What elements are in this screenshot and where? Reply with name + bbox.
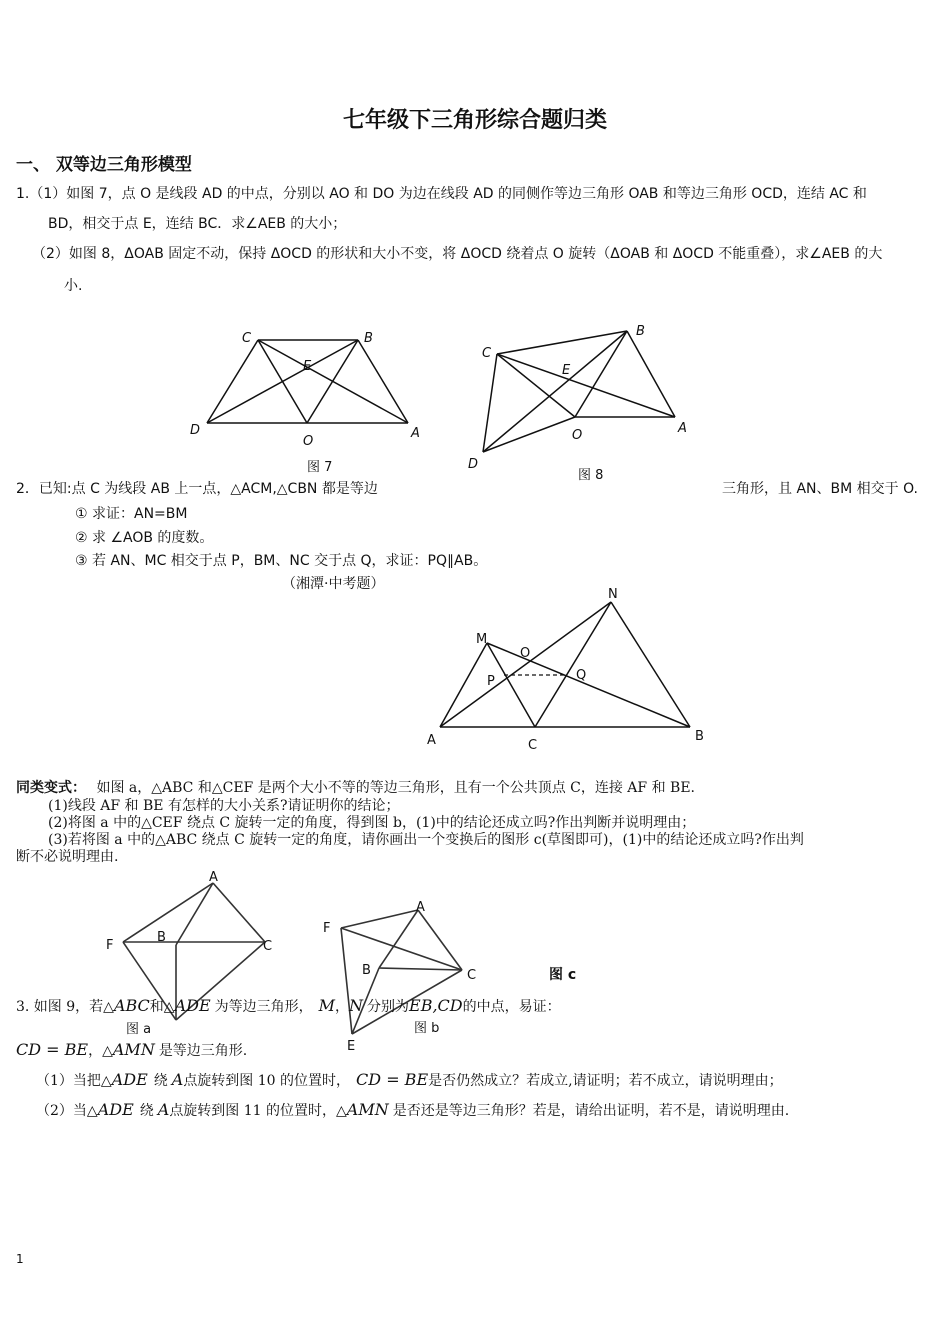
q3-math-cd-be: CD = BE bbox=[16, 1040, 89, 1059]
q1-line1: 1.（1）如图 7，点 O 是线段 AD 的中点，分别以 AO 和 DO 为边在线段 AD 的同侧作等边三角形 OAB 和等边三角形 OCD，连结 AC 和 bbox=[16, 186, 867, 202]
figb-label-c: C bbox=[467, 968, 477, 983]
figa-label-a: A bbox=[209, 870, 218, 885]
fig7-label-a: A bbox=[411, 426, 420, 441]
q3-text: 点旋转到图 11 的位置时，△ bbox=[169, 1103, 347, 1119]
q3-text: 分别为 bbox=[367, 999, 410, 1015]
variant-label: 同类变式： bbox=[16, 780, 86, 796]
variant-item-2: (2)将图 a 中的△CEF 绕点 C 旋转一定的角度，得到图 b，(1)中的结论还成立吗?作出判断并说明理由； bbox=[48, 815, 696, 831]
figb-label-f: F bbox=[323, 921, 331, 936]
q2fig-label-o: O bbox=[520, 646, 531, 661]
variant-item-3b: 断不必说明理由. bbox=[16, 849, 119, 865]
q3-math-amn: AMN bbox=[112, 1040, 155, 1059]
q3-text: 点旋转到图 10 的位置时， bbox=[183, 1073, 351, 1089]
q1-line2: BD，相交于点 E，连结 BC．求∠AEB 的大小； bbox=[48, 216, 347, 232]
q3-text: 和△ bbox=[149, 999, 175, 1015]
variant-item-3a: (3)若将图 a 中的△ABC 绕点 C 旋转一定的角度，请你画出一个变换后的图形 c(草图即可)，(1)中的结论还成立吗?作出判 bbox=[48, 832, 804, 848]
figb-caption: 图 b bbox=[414, 1021, 440, 1036]
q3-sub-2 bbox=[36, 1100, 789, 1120]
figc-caption: 图 c bbox=[549, 967, 577, 983]
page-title: 七年级下三角形综合题归类 bbox=[342, 107, 607, 133]
q2fig-label-p: P bbox=[487, 674, 495, 689]
variant-text: 如图 a，△ABC 和△CEF 是两个大小不等的等边三角形，且有一个公共顶点 C，连接 AF 和 BE. bbox=[96, 780, 695, 796]
q2fig-label-m: M bbox=[476, 632, 488, 647]
q2fig-label-a: A bbox=[427, 733, 436, 748]
q3-math-amn: AMN bbox=[346, 1100, 389, 1119]
q3-math-a: A bbox=[157, 1100, 170, 1119]
q2fig-label-n: N bbox=[608, 587, 618, 602]
figb-label-a: A bbox=[416, 900, 425, 915]
q3-text: 绕 bbox=[139, 1103, 154, 1119]
q3-text: 为等边三角形， bbox=[214, 999, 313, 1015]
q3-math-a: A bbox=[171, 1070, 184, 1089]
figa-label-f: F bbox=[106, 938, 114, 953]
fig7-label-c: C bbox=[242, 331, 252, 346]
q3-line-1 bbox=[16, 996, 561, 1016]
q3-text: 是否还是等边三角形？若是，请给出证明，若不是，请说明理由. bbox=[392, 1103, 790, 1119]
q2-item-2: ② 求 ∠AOB 的度数。 bbox=[75, 530, 214, 546]
fig8-label-b: B bbox=[636, 324, 645, 339]
variant-item-1: (1)线段 AF 和 BE 有怎样的大小关系?请证明你的结论； bbox=[48, 798, 400, 814]
fig7-label-b: B bbox=[364, 331, 373, 346]
q3-text: ， bbox=[335, 999, 350, 1015]
fig7-label-e: E bbox=[303, 359, 312, 374]
q3-text: 是等边三角形. bbox=[158, 1043, 248, 1059]
q3-math-ade: ADE bbox=[174, 996, 211, 1015]
figb-label-e: E bbox=[347, 1039, 356, 1054]
q3-text: 3. 如图 9，若△ bbox=[16, 999, 114, 1015]
q3-text: （1）当把△ bbox=[36, 1073, 112, 1089]
q3-text: 是否仍然成立？若成立,请证明；若不成立，请说明理由； bbox=[428, 1073, 783, 1089]
fig8-label-d: D bbox=[468, 457, 479, 472]
fig7-label-o: O bbox=[303, 434, 314, 449]
section-heading: 一、 双等边三角形模型 bbox=[16, 155, 192, 175]
q2fig-label-c: C bbox=[528, 738, 538, 753]
variant-line-1 bbox=[16, 777, 695, 797]
q3-math-abc: ABC bbox=[113, 996, 150, 1015]
fig8-label-a: A bbox=[678, 421, 687, 436]
fig7-caption: 图 7 bbox=[307, 460, 333, 475]
q3-text: ，△ bbox=[88, 1043, 113, 1059]
figb-label-b: B bbox=[362, 963, 371, 978]
figa-label-c: C bbox=[263, 939, 273, 954]
q3-math-ade: ADE bbox=[97, 1100, 134, 1119]
fig8-label-c: C bbox=[482, 346, 492, 361]
q3-math-ade: ADE bbox=[111, 1070, 148, 1089]
q3-math-ebcd: EB,CD bbox=[409, 996, 463, 1015]
q3-math-n: N bbox=[349, 996, 364, 1015]
q3-text: 绕 bbox=[153, 1073, 168, 1089]
fig8-label-e: E bbox=[562, 363, 571, 378]
page-number: 1 bbox=[16, 1252, 24, 1266]
q1-line4: 小. bbox=[64, 278, 83, 294]
fig8-label-o: O bbox=[572, 428, 583, 443]
fig8-caption: 图 8 bbox=[578, 468, 604, 483]
q2-item-3: ③ 若 AN、MC 相交于点 P，BM、NC 交于点 Q，求证：PQ∥AB。 bbox=[75, 553, 488, 569]
fig7-label-d: D bbox=[190, 423, 201, 438]
q3-text: 的中点，易证： bbox=[462, 999, 561, 1015]
q2-source: （湘潭·中考题） bbox=[282, 576, 385, 592]
q2-intro-right: 三角形，且 AN、BM 相交于 O. bbox=[722, 481, 918, 497]
q3-text: （2）当△ bbox=[36, 1103, 98, 1119]
q2fig-label-q: Q bbox=[576, 668, 587, 683]
q2-intro-left: 2．已知:点 C 为线段 AB 上一点，△ACM,△CBN 都是等边 bbox=[16, 481, 378, 497]
q1-line3: （2）如图 8，ΔOAB 固定不动，保持 ΔOCD 的形状和大小不变，将 ΔOCD 绕着点 O 旋转（ΔOAB 和 ΔOCD 不能重叠），求∠AEB 的大 bbox=[32, 246, 883, 262]
figa-caption: 图 a bbox=[126, 1022, 152, 1037]
q3-math-cd-be: CD = BE bbox=[356, 1070, 429, 1089]
q2-item-1: ① 求证：AN=BM bbox=[75, 506, 188, 522]
q3-sub-1 bbox=[36, 1070, 783, 1090]
q2fig-label-b: B bbox=[695, 729, 704, 744]
figa-label-b: B bbox=[157, 930, 166, 945]
q3-math-m: M bbox=[318, 996, 336, 1015]
q3-line-2 bbox=[16, 1040, 247, 1060]
